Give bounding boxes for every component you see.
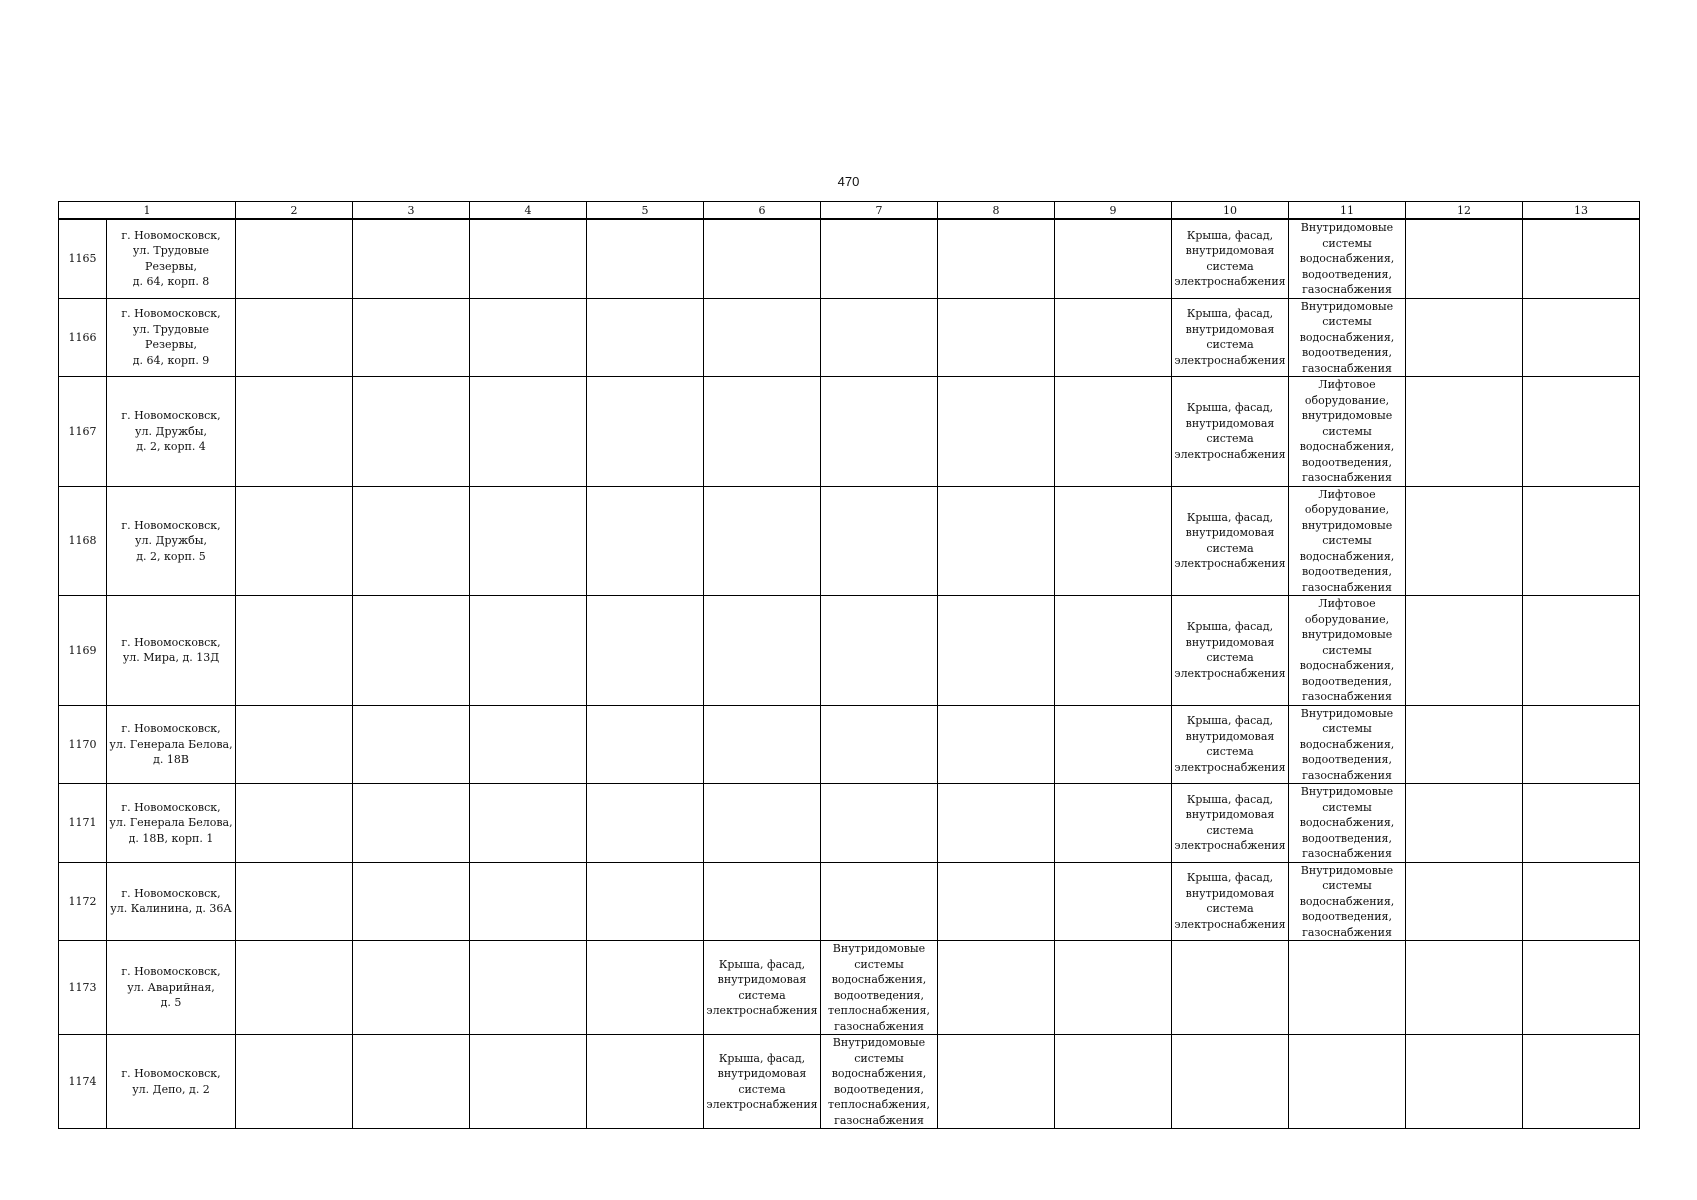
empty-cell [1055, 705, 1172, 784]
empty-cell [236, 784, 353, 863]
empty-cell [1055, 862, 1172, 941]
row-number: 1173 [59, 941, 107, 1035]
row-number: 1174 [59, 1035, 107, 1129]
table-row [59, 784, 1640, 863]
empty-cell [353, 784, 470, 863]
col6-cell [704, 705, 821, 784]
empty-cell [587, 862, 704, 941]
col11-cell: Лифтовое оборудование, внутридомовые системы водоснабжения, водоотведения, газоснабжения [1289, 377, 1406, 487]
header-cell: 9 [1055, 202, 1172, 220]
empty-cell [587, 596, 704, 706]
row-number: 1167 [59, 377, 107, 487]
header-cell: 4 [470, 202, 587, 220]
empty-cell [1406, 596, 1523, 706]
empty-cell [236, 219, 353, 298]
empty-cell [470, 486, 587, 596]
empty-cell [938, 486, 1055, 596]
empty-cell [353, 1035, 470, 1129]
empty-cell [470, 377, 587, 487]
works-table [58, 201, 1640, 1129]
empty-cell [587, 298, 704, 377]
empty-cell [587, 219, 704, 298]
empty-cell [938, 596, 1055, 706]
table-row [59, 941, 1640, 1035]
col6-cell: Крыша, фасад, внутридомовая система электроснабжения [704, 1035, 821, 1129]
empty-cell [1055, 941, 1172, 1035]
col11-cell: Лифтовое оборудование, внутридомовые системы водоснабжения, водоотведения, газоснабжения [1289, 486, 1406, 596]
empty-cell [1523, 784, 1640, 863]
address-cell: г. Новомосковск, ул. Генерала Белова, д. 18В, корп. 1 [107, 784, 236, 863]
address-cell: г. Новомосковск, ул. Трудовые Резервы, д. 64, корп. 8 [107, 219, 236, 298]
empty-cell [938, 1035, 1055, 1129]
empty-cell [236, 486, 353, 596]
table-row [59, 1035, 1640, 1129]
empty-cell [1523, 377, 1640, 487]
empty-cell [236, 862, 353, 941]
header-cell: 7 [821, 202, 938, 220]
header-cell: 12 [1406, 202, 1523, 220]
col11-cell: Внутридомовые системы водоснабжения, водоотведения, газоснабжения [1289, 862, 1406, 941]
empty-cell [1055, 784, 1172, 863]
empty-cell [353, 705, 470, 784]
col6-cell [704, 219, 821, 298]
empty-cell [1406, 486, 1523, 596]
header-cell: 8 [938, 202, 1055, 220]
col7-cell [821, 705, 938, 784]
empty-cell [236, 1035, 353, 1129]
empty-cell [1523, 941, 1640, 1035]
address-cell: г. Новомосковск, ул. Трудовые Резервы, д. 64, корп. 9 [107, 298, 236, 377]
header-cell: 1 [59, 202, 236, 220]
header-cell: 5 [587, 202, 704, 220]
col7-cell [821, 596, 938, 706]
address-cell: г. Новомосковск, ул. Аварийная, д. 5 [107, 941, 236, 1035]
empty-cell [1055, 377, 1172, 487]
empty-cell [938, 784, 1055, 863]
table-row [59, 862, 1640, 941]
empty-cell [353, 486, 470, 596]
empty-cell [1055, 486, 1172, 596]
header-cell: 13 [1523, 202, 1640, 220]
header-cell: 10 [1172, 202, 1289, 220]
empty-cell [236, 941, 353, 1035]
col11-cell: Внутридомовые системы водоснабжения, водоотведения, газоснабжения [1289, 219, 1406, 298]
empty-cell [1523, 596, 1640, 706]
empty-cell [587, 705, 704, 784]
empty-cell [353, 219, 470, 298]
col10-cell: Крыша, фасад, внутридомовая система электроснабжения [1172, 596, 1289, 706]
col11-cell: Внутридомовые системы водоснабжения, водоотведения, газоснабжения [1289, 784, 1406, 863]
header-cell: 6 [704, 202, 821, 220]
empty-cell [353, 377, 470, 487]
row-number: 1170 [59, 705, 107, 784]
empty-cell [587, 1035, 704, 1129]
col10-cell: Крыша, фасад, внутридомовая система электроснабжения [1172, 486, 1289, 596]
empty-cell [353, 298, 470, 377]
address-cell: г. Новомосковск, ул. Депо, д. 2 [107, 1035, 236, 1129]
row-number: 1168 [59, 486, 107, 596]
col6-cell [704, 486, 821, 596]
empty-cell [1523, 1035, 1640, 1129]
table-row [59, 486, 1640, 596]
col10-cell: Крыша, фасад, внутридомовая система электроснабжения [1172, 705, 1289, 784]
col10-cell [1172, 1035, 1289, 1129]
empty-cell [470, 1035, 587, 1129]
empty-cell [587, 784, 704, 863]
col11-cell: Лифтовое оборудование, внутридомовые системы водоснабжения, водоотведения, газоснабжения [1289, 596, 1406, 706]
empty-cell [470, 941, 587, 1035]
empty-cell [1406, 1035, 1523, 1129]
header-cell: 2 [236, 202, 353, 220]
col11-cell [1289, 1035, 1406, 1129]
col6-cell [704, 862, 821, 941]
table-row [59, 219, 1640, 298]
empty-cell [1523, 862, 1640, 941]
col10-cell: Крыша, фасад, внутридомовая система электроснабжения [1172, 377, 1289, 487]
col6-cell [704, 377, 821, 487]
empty-cell [1406, 219, 1523, 298]
empty-cell [353, 596, 470, 706]
empty-cell [353, 941, 470, 1035]
col11-cell: Внутридомовые системы водоснабжения, водоотведения, газоснабжения [1289, 705, 1406, 784]
empty-cell [587, 941, 704, 1035]
empty-cell [1055, 1035, 1172, 1129]
empty-cell [1406, 377, 1523, 487]
empty-cell [1406, 705, 1523, 784]
empty-cell [938, 941, 1055, 1035]
empty-cell [236, 298, 353, 377]
empty-cell [1523, 705, 1640, 784]
col7-cell: Внутридомовые системы водоснабжения, водоотведения, теплоснабжения, газоснабжения [821, 1035, 938, 1129]
empty-cell [470, 596, 587, 706]
empty-cell [1406, 298, 1523, 377]
col11-cell: Внутридомовые системы водоснабжения, водоотведения, газоснабжения [1289, 298, 1406, 377]
empty-cell [1055, 298, 1172, 377]
col7-cell [821, 784, 938, 863]
table-row [59, 596, 1640, 706]
empty-cell [353, 862, 470, 941]
row-number: 1172 [59, 862, 107, 941]
col6-cell [704, 784, 821, 863]
empty-cell [236, 377, 353, 487]
col7-cell [821, 486, 938, 596]
empty-cell [1523, 219, 1640, 298]
empty-cell [938, 298, 1055, 377]
empty-cell [1523, 298, 1640, 377]
empty-cell [470, 784, 587, 863]
empty-cell [587, 486, 704, 596]
address-cell: г. Новомосковск, ул. Дружбы, д. 2, корп. 4 [107, 377, 236, 487]
address-cell: г. Новомосковск, ул. Дружбы, д. 2, корп. 5 [107, 486, 236, 596]
empty-cell [1406, 941, 1523, 1035]
address-cell: г. Новомосковск, ул. Мира, д. 13Д [107, 596, 236, 706]
address-cell: г. Новомосковск, ул. Генерала Белова, д. 18В [107, 705, 236, 784]
col6-cell [704, 596, 821, 706]
empty-cell [470, 862, 587, 941]
header-cell: 11 [1289, 202, 1406, 220]
empty-cell [587, 377, 704, 487]
col7-cell: Внутридомовые системы водоснабжения, водоотведения, теплоснабжения, газоснабжения [821, 941, 938, 1035]
header-row [59, 202, 1640, 220]
row-number: 1169 [59, 596, 107, 706]
address-cell: г. Новомосковск, ул. Калинина, д. 36А [107, 862, 236, 941]
table-row [59, 298, 1640, 377]
empty-cell [1406, 862, 1523, 941]
col7-cell [821, 862, 938, 941]
row-number: 1165 [59, 219, 107, 298]
col7-cell [821, 377, 938, 487]
empty-cell [470, 219, 587, 298]
col7-cell [821, 298, 938, 377]
empty-cell [1055, 219, 1172, 298]
empty-cell [938, 705, 1055, 784]
empty-cell [938, 862, 1055, 941]
col6-cell [704, 298, 821, 377]
empty-cell [236, 705, 353, 784]
empty-cell [938, 377, 1055, 487]
col10-cell: Крыша, фасад, внутридомовая система электроснабжения [1172, 862, 1289, 941]
table-row [59, 705, 1640, 784]
empty-cell [236, 596, 353, 706]
empty-cell [1523, 486, 1640, 596]
page-number: 470 [837, 174, 860, 189]
col6-cell: Крыша, фасад, внутридомовая система электроснабжения [704, 941, 821, 1035]
table-row [59, 377, 1640, 487]
empty-cell [1055, 596, 1172, 706]
row-number: 1171 [59, 784, 107, 863]
empty-cell [938, 219, 1055, 298]
col10-cell: Крыша, фасад, внутридомовая система электроснабжения [1172, 298, 1289, 377]
empty-cell [470, 298, 587, 377]
col10-cell [1172, 941, 1289, 1035]
col11-cell [1289, 941, 1406, 1035]
col10-cell: Крыша, фасад, внутридомовая система электроснабжения [1172, 219, 1289, 298]
header-cell: 3 [353, 202, 470, 220]
row-number: 1166 [59, 298, 107, 377]
empty-cell [1406, 784, 1523, 863]
empty-cell [470, 705, 587, 784]
col7-cell [821, 219, 938, 298]
col10-cell: Крыша, фасад, внутридомовая система электроснабжения [1172, 784, 1289, 863]
